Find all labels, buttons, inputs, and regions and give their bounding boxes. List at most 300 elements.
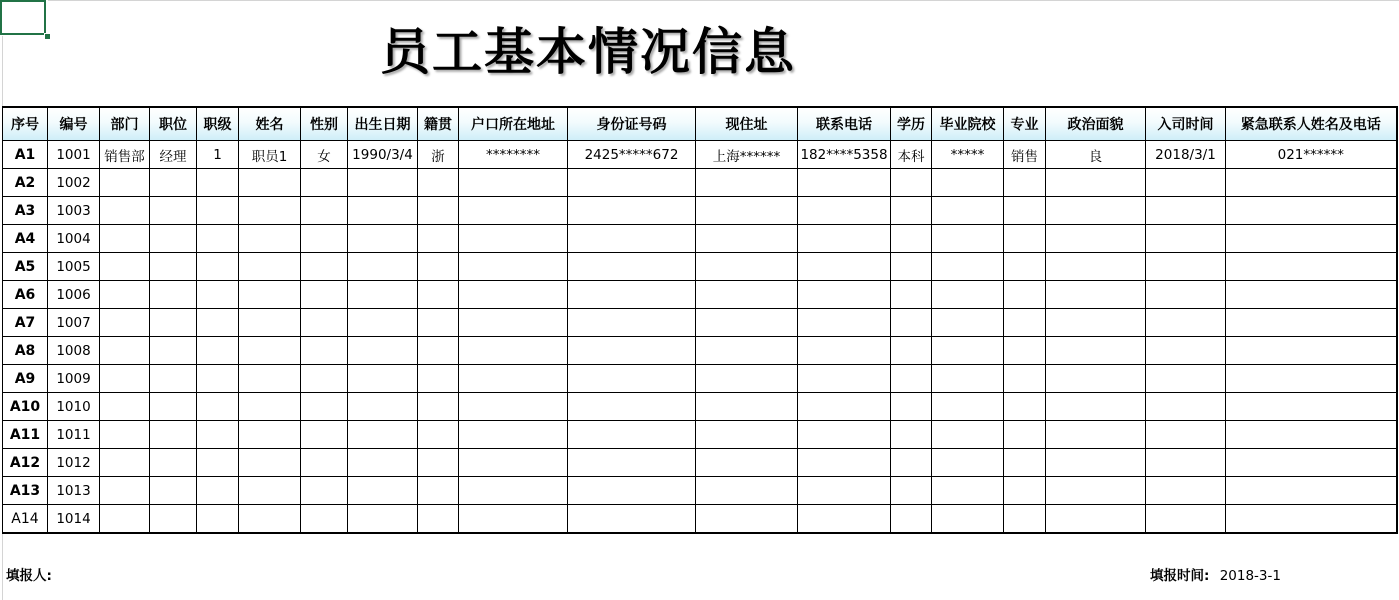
table-cell[interactable] (798, 281, 891, 309)
table-cell[interactable] (1226, 225, 1397, 253)
column-header[interactable]: 身份证号码 (568, 107, 696, 141)
table-cell[interactable] (1226, 505, 1397, 534)
column-header[interactable]: 职位 (150, 107, 197, 141)
table-cell[interactable] (696, 225, 798, 253)
column-header[interactable]: 现住址 (696, 107, 798, 141)
table-cell[interactable] (1226, 393, 1397, 421)
table-cell[interactable]: 1005 (48, 253, 100, 281)
table-cell[interactable] (348, 281, 418, 309)
table-cell[interactable] (197, 253, 239, 281)
table-cell[interactable] (348, 505, 418, 534)
table-row (3, 421, 1397, 449)
table-cell[interactable] (932, 281, 1004, 309)
table-cell[interactable] (239, 281, 301, 309)
table-cell[interactable] (239, 477, 301, 505)
table-cell[interactable] (891, 393, 932, 421)
table-cell[interactable] (100, 421, 150, 449)
table-cell[interactable] (1146, 281, 1226, 309)
table-cell[interactable] (459, 225, 568, 253)
table-cell[interactable] (239, 393, 301, 421)
table-cell[interactable] (1004, 169, 1046, 197)
table-cell[interactable]: 1010 (48, 393, 100, 421)
column-header[interactable]: 序号 (3, 107, 48, 141)
table-cell[interactable] (1146, 449, 1226, 477)
table-cell[interactable] (1004, 225, 1046, 253)
table-cell[interactable] (418, 169, 459, 197)
row-sequence-cell[interactable]: A6 (3, 281, 48, 309)
column-header[interactable]: 联系电话 (798, 107, 891, 141)
table-cell[interactable] (696, 449, 798, 477)
table-cell[interactable] (418, 421, 459, 449)
table-cell[interactable]: 本科 (891, 141, 932, 169)
table-cell[interactable] (348, 393, 418, 421)
table-cell[interactable] (798, 449, 891, 477)
table-cell[interactable] (418, 253, 459, 281)
table-cell[interactable] (1146, 505, 1226, 534)
table-cell[interactable] (1226, 477, 1397, 505)
table-cell[interactable]: 1012 (48, 449, 100, 477)
table-cell[interactable] (568, 477, 696, 505)
table-cell[interactable] (696, 253, 798, 281)
table-cell[interactable]: 1003 (48, 197, 100, 225)
table-cell[interactable] (1004, 505, 1046, 534)
table-cell[interactable] (568, 365, 696, 393)
table-cell[interactable] (150, 197, 197, 225)
table-cell[interactable] (100, 225, 150, 253)
table-cell[interactable] (150, 309, 197, 337)
table-cell[interactable] (239, 253, 301, 281)
row-sequence-cell[interactable]: A4 (3, 225, 48, 253)
table-cell[interactable] (891, 281, 932, 309)
table-cell[interactable] (568, 225, 696, 253)
table-cell[interactable] (1004, 337, 1046, 365)
table-cell[interactable] (301, 393, 348, 421)
table-cell[interactable] (1146, 393, 1226, 421)
table-cell[interactable] (150, 449, 197, 477)
table-cell[interactable] (1004, 365, 1046, 393)
table-cell[interactable] (932, 505, 1004, 534)
table-cell[interactable] (348, 477, 418, 505)
table-cell[interactable]: ***** (932, 141, 1004, 169)
table-cell[interactable] (197, 281, 239, 309)
table-cell[interactable] (568, 337, 696, 365)
table-cell[interactable] (197, 505, 239, 534)
table-cell[interactable] (100, 253, 150, 281)
table-cell[interactable]: 销售部 (100, 141, 150, 169)
table-cell[interactable] (197, 169, 239, 197)
table-cell[interactable] (348, 309, 418, 337)
table-cell[interactable] (459, 337, 568, 365)
table-cell[interactable] (1146, 253, 1226, 281)
table-cell[interactable] (197, 337, 239, 365)
table-cell[interactable]: 1014 (48, 505, 100, 534)
table-cell[interactable] (1146, 197, 1226, 225)
table-cell[interactable] (1226, 337, 1397, 365)
table-cell[interactable] (150, 169, 197, 197)
table-cell[interactable] (348, 169, 418, 197)
table-cell[interactable] (696, 337, 798, 365)
table-cell[interactable] (348, 225, 418, 253)
reporter-field (6, 564, 52, 584)
reporter-label[interactable]: 填报人: (6, 568, 52, 584)
row-sequence-cell[interactable]: A8 (3, 337, 48, 365)
table-cell[interactable] (348, 365, 418, 393)
table-cell[interactable] (348, 197, 418, 225)
table-cell[interactable] (418, 477, 459, 505)
table-cell[interactable] (1004, 281, 1046, 309)
column-header[interactable]: 性别 (301, 107, 348, 141)
table-cell[interactable] (932, 169, 1004, 197)
column-header[interactable]: 专业 (1004, 107, 1046, 141)
table-cell[interactable] (197, 421, 239, 449)
table-cell[interactable] (197, 309, 239, 337)
table-cell[interactable] (891, 337, 932, 365)
table-cell[interactable] (696, 505, 798, 534)
table-cell[interactable] (239, 225, 301, 253)
table-cell[interactable] (459, 281, 568, 309)
table-cell[interactable]: 1004 (48, 225, 100, 253)
table-cell[interactable] (239, 365, 301, 393)
table-cell[interactable]: ******** (459, 141, 568, 169)
table-cell[interactable] (932, 197, 1004, 225)
table-cell[interactable]: 182****5358 (798, 141, 891, 169)
table-row (3, 197, 1397, 225)
table-cell[interactable]: 女 (301, 141, 348, 169)
table-cell[interactable]: 1009 (48, 365, 100, 393)
table-cell[interactable] (798, 477, 891, 505)
table-cell[interactable] (239, 309, 301, 337)
table-cell[interactable]: 021****** (1226, 141, 1397, 169)
table-cell[interactable] (100, 449, 150, 477)
column-header[interactable]: 政治面貌 (1046, 107, 1146, 141)
table-cell[interactable] (1146, 309, 1226, 337)
table-cell[interactable] (798, 393, 891, 421)
table-cell[interactable] (1146, 421, 1226, 449)
table-cell[interactable] (1046, 421, 1146, 449)
table-cell[interactable] (696, 197, 798, 225)
table-cell[interactable] (459, 393, 568, 421)
table-cell[interactable]: 1990/3/4 (348, 141, 418, 169)
table-cell[interactable] (1004, 253, 1046, 281)
row-sequence-cell[interactable]: A5 (3, 253, 48, 281)
table-cell[interactable] (798, 309, 891, 337)
row-sequence-cell[interactable]: A14 (3, 505, 48, 534)
table-cell[interactable] (197, 449, 239, 477)
table-cell[interactable] (798, 197, 891, 225)
table-cell[interactable] (239, 337, 301, 365)
table-cell[interactable] (1046, 393, 1146, 421)
table-cell[interactable] (1226, 169, 1397, 197)
table-cell[interactable] (696, 169, 798, 197)
table-cell[interactable] (418, 225, 459, 253)
table-cell[interactable] (418, 197, 459, 225)
table-cell[interactable] (100, 365, 150, 393)
table-cell[interactable]: 2018/3/1 (1146, 141, 1226, 169)
table-cell[interactable] (798, 421, 891, 449)
table-cell[interactable] (459, 477, 568, 505)
table-cell[interactable] (1146, 365, 1226, 393)
sheet-title[interactable]: 员工基本情况信息 (380, 23, 796, 81)
table-cell[interactable] (418, 337, 459, 365)
table-cell[interactable] (1046, 225, 1146, 253)
table-row (3, 225, 1397, 253)
table-cell[interactable] (348, 421, 418, 449)
table-cell[interactable] (301, 421, 348, 449)
table-row (3, 449, 1397, 477)
table-cell[interactable] (568, 281, 696, 309)
table-cell[interactable] (150, 253, 197, 281)
table-cell[interactable] (1004, 309, 1046, 337)
table-cell[interactable] (798, 225, 891, 253)
table-cell[interactable] (150, 393, 197, 421)
table-cell[interactable] (798, 169, 891, 197)
table-cell[interactable] (197, 365, 239, 393)
row-sequence-cell[interactable]: A2 (3, 169, 48, 197)
table-cell[interactable]: 销售 (1004, 141, 1046, 169)
table-cell[interactable] (932, 365, 1004, 393)
table-cell[interactable] (459, 197, 568, 225)
table-cell[interactable]: 经理 (150, 141, 197, 169)
table-cell[interactable] (1046, 449, 1146, 477)
table-cell[interactable] (1046, 253, 1146, 281)
table-cell[interactable]: 良 (1046, 141, 1146, 169)
table-cell[interactable] (150, 421, 197, 449)
column-header[interactable]: 入司时间 (1146, 107, 1226, 141)
report-time-value[interactable]: 2018-3-1 (1219, 568, 1281, 584)
table-cell[interactable] (1226, 281, 1397, 309)
table-cell[interactable] (197, 477, 239, 505)
report-time-label[interactable]: 填报时间: (1150, 568, 1210, 584)
table-cell[interactable] (239, 505, 301, 534)
table-cell[interactable] (150, 281, 197, 309)
table-cell[interactable] (1146, 169, 1226, 197)
column-header[interactable]: 出生日期 (348, 107, 418, 141)
table-cell[interactable] (798, 337, 891, 365)
table-cell[interactable] (1146, 225, 1226, 253)
table-cell[interactable] (1146, 337, 1226, 365)
column-header[interactable]: 毕业院校 (932, 107, 1004, 141)
table-cell[interactable] (1046, 281, 1146, 309)
table-cell[interactable] (459, 309, 568, 337)
table-cell[interactable] (1046, 365, 1146, 393)
table-cell[interactable] (1004, 477, 1046, 505)
table-cell[interactable] (891, 365, 932, 393)
table-cell[interactable] (150, 477, 197, 505)
row-sequence-cell[interactable]: A12 (3, 449, 48, 477)
table-cell[interactable] (696, 477, 798, 505)
table-cell[interactable] (239, 449, 301, 477)
table-cell[interactable] (568, 449, 696, 477)
table-cell[interactable]: 1013 (48, 477, 100, 505)
table-cell[interactable] (197, 197, 239, 225)
table-cell[interactable] (459, 421, 568, 449)
table-cell[interactable] (418, 505, 459, 534)
table-cell[interactable] (301, 337, 348, 365)
table-cell[interactable] (100, 477, 150, 505)
table-cell[interactable] (150, 365, 197, 393)
table-cell[interactable]: 1011 (48, 421, 100, 449)
table-cell[interactable] (798, 365, 891, 393)
table-cell[interactable] (301, 197, 348, 225)
table-cell[interactable]: 浙 (418, 141, 459, 169)
table-cell[interactable]: 1001 (48, 141, 100, 169)
table-cell[interactable] (100, 281, 150, 309)
column-header[interactable]: 户口所在地址 (459, 107, 568, 141)
table-cell[interactable] (459, 253, 568, 281)
table-cell[interactable] (568, 393, 696, 421)
table-cell[interactable] (891, 197, 932, 225)
table-cell[interactable] (932, 253, 1004, 281)
column-header[interactable]: 紧急联系人姓名及电话 (1226, 107, 1397, 141)
table-cell[interactable] (568, 253, 696, 281)
table-cell[interactable] (100, 337, 150, 365)
table-cell[interactable] (459, 449, 568, 477)
table-cell[interactable] (418, 309, 459, 337)
table-cell[interactable] (1046, 477, 1146, 505)
table-cell[interactable] (1046, 169, 1146, 197)
table-cell[interactable]: 1006 (48, 281, 100, 309)
table-cell[interactable] (1004, 197, 1046, 225)
table-cell[interactable] (301, 505, 348, 534)
table-cell[interactable] (301, 281, 348, 309)
table-cell[interactable] (301, 309, 348, 337)
table-cell[interactable] (568, 169, 696, 197)
table-cell[interactable] (1004, 393, 1046, 421)
table-cell[interactable] (301, 225, 348, 253)
row-sequence-cell[interactable]: A11 (3, 421, 48, 449)
table-cell[interactable] (932, 225, 1004, 253)
table-cell[interactable] (696, 281, 798, 309)
table-cell[interactable] (1226, 309, 1397, 337)
table-cell[interactable] (100, 309, 150, 337)
active-cell-selection[interactable] (0, 0, 46, 35)
table-cell[interactable] (891, 477, 932, 505)
column-header[interactable]: 籍贯 (418, 107, 459, 141)
table-cell[interactable] (348, 253, 418, 281)
table-cell[interactable] (239, 169, 301, 197)
table-cell[interactable] (418, 365, 459, 393)
row-sequence-cell[interactable]: A1 (3, 141, 48, 169)
column-header[interactable]: 部门 (100, 107, 150, 141)
table-cell[interactable] (696, 365, 798, 393)
table-cell[interactable] (932, 449, 1004, 477)
table-cell[interactable] (459, 365, 568, 393)
table-cell[interactable] (239, 197, 301, 225)
table-cell[interactable]: 1 (197, 141, 239, 169)
table-cell[interactable] (100, 169, 150, 197)
table-cell[interactable] (197, 225, 239, 253)
table-cell[interactable] (1004, 421, 1046, 449)
table-cell[interactable] (891, 169, 932, 197)
table-cell[interactable] (696, 421, 798, 449)
table-cell[interactable] (301, 169, 348, 197)
table-cell[interactable] (100, 505, 150, 534)
table-cell[interactable] (932, 393, 1004, 421)
table-cell[interactable] (197, 393, 239, 421)
table-row (3, 169, 1397, 197)
table-cell[interactable] (932, 477, 1004, 505)
table-cell[interactable] (348, 337, 418, 365)
table-cell[interactable] (568, 421, 696, 449)
table-cell[interactable] (1226, 449, 1397, 477)
table-cell[interactable] (568, 505, 696, 534)
table-cell[interactable] (1004, 449, 1046, 477)
table-cell[interactable] (891, 225, 932, 253)
table-cell[interactable] (150, 505, 197, 534)
table-cell[interactable] (459, 505, 568, 534)
table-cell[interactable] (459, 169, 568, 197)
table-cell[interactable] (1146, 477, 1226, 505)
header-row (3, 107, 1397, 141)
table-cell[interactable] (1046, 197, 1146, 225)
table-cell[interactable] (568, 197, 696, 225)
row-sequence-cell[interactable]: A7 (3, 309, 48, 337)
column-header[interactable]: 编号 (48, 107, 100, 141)
table-cell[interactable] (1046, 337, 1146, 365)
table-cell[interactable] (1226, 421, 1397, 449)
table-cell[interactable] (100, 197, 150, 225)
table-cell[interactable] (696, 393, 798, 421)
table-cell[interactable] (418, 281, 459, 309)
table-cell[interactable]: 1008 (48, 337, 100, 365)
table-cell[interactable] (891, 253, 932, 281)
row-sequence-cell[interactable]: A13 (3, 477, 48, 505)
table-cell[interactable] (418, 449, 459, 477)
table-cell[interactable] (301, 253, 348, 281)
table-cell[interactable] (239, 421, 301, 449)
table-cell[interactable] (932, 337, 1004, 365)
table-cell[interactable] (301, 449, 348, 477)
table-cell[interactable] (1226, 365, 1397, 393)
table-cell[interactable] (301, 365, 348, 393)
table-cell[interactable] (798, 253, 891, 281)
table-cell[interactable] (301, 477, 348, 505)
table-cell[interactable] (932, 421, 1004, 449)
row-sequence-cell[interactable]: A3 (3, 197, 48, 225)
table-cell[interactable]: 1007 (48, 309, 100, 337)
table-cell[interactable]: 1002 (48, 169, 100, 197)
table-cell[interactable] (891, 421, 932, 449)
table-cell[interactable] (568, 309, 696, 337)
table-cell[interactable] (418, 393, 459, 421)
table-cell[interactable] (891, 449, 932, 477)
table-cell[interactable] (696, 309, 798, 337)
table-cell[interactable] (891, 505, 932, 534)
table-cell[interactable] (150, 225, 197, 253)
column-header[interactable]: 姓名 (239, 107, 301, 141)
table-cell[interactable] (891, 309, 932, 337)
table-cell[interactable] (100, 393, 150, 421)
table-cell[interactable] (798, 505, 891, 534)
report-time-field (1150, 564, 1281, 584)
column-header[interactable]: 职级 (197, 107, 239, 141)
table-cell[interactable] (348, 449, 418, 477)
row-sequence-cell[interactable]: A9 (3, 365, 48, 393)
table-cell[interactable]: 职员1 (239, 141, 301, 169)
table-cell[interactable]: 上海****** (696, 141, 798, 169)
column-header[interactable]: 学历 (891, 107, 932, 141)
table-cell[interactable] (1046, 505, 1146, 534)
table-cell[interactable] (1226, 253, 1397, 281)
table-cell[interactable] (1046, 309, 1146, 337)
table-row (3, 393, 1397, 421)
table-cell[interactable]: 2425*****672 (568, 141, 696, 169)
fill-handle[interactable] (44, 33, 51, 40)
table-cell[interactable] (1226, 197, 1397, 225)
table-cell[interactable] (150, 337, 197, 365)
row-sequence-cell[interactable]: A10 (3, 393, 48, 421)
table-cell[interactable] (932, 309, 1004, 337)
